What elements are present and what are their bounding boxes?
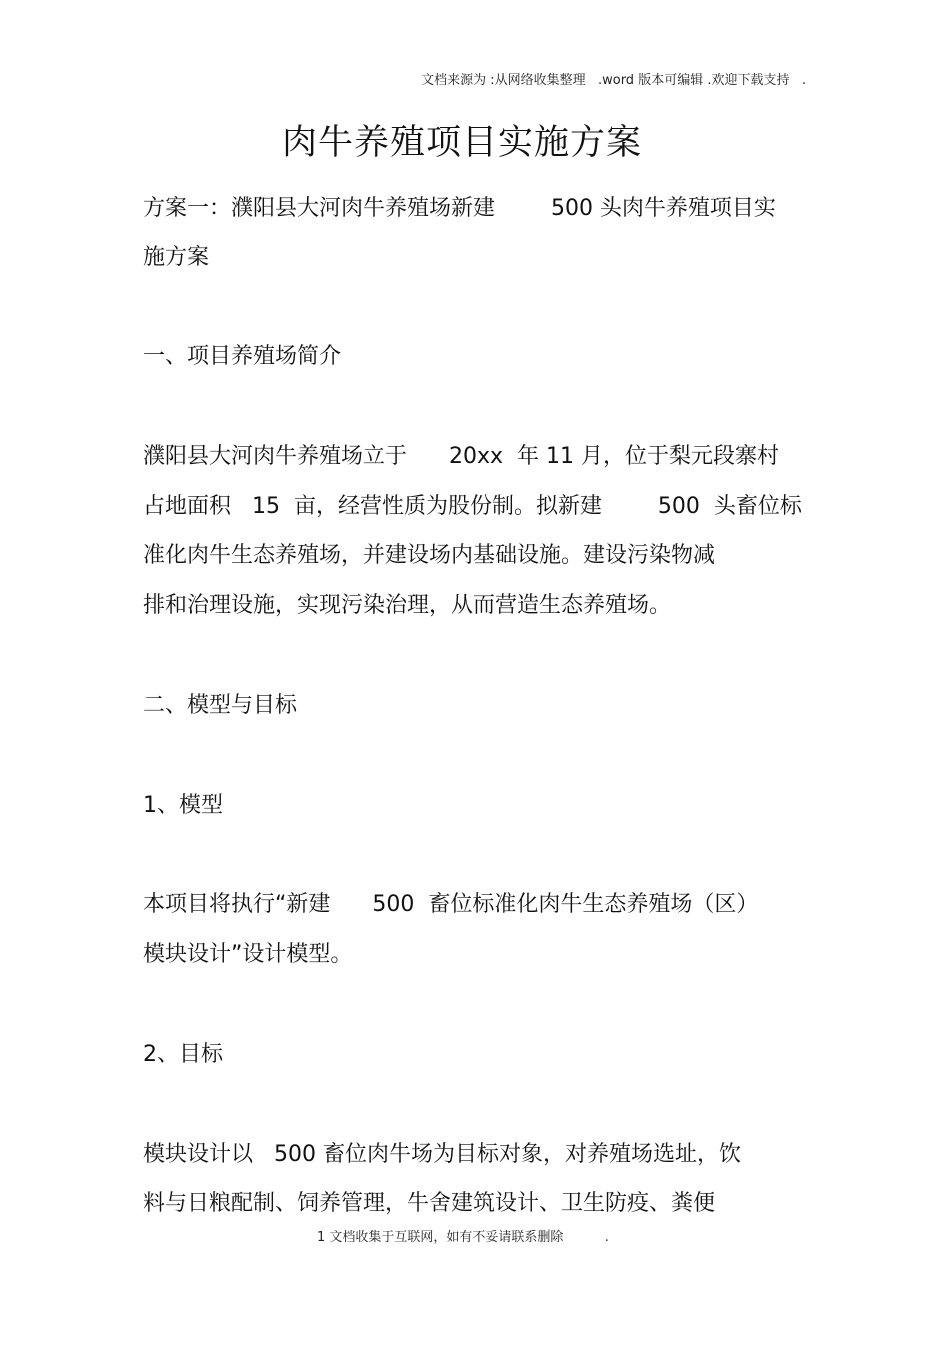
section-heading-1: 一、项目养殖场简介 xyxy=(143,344,342,369)
footer-note: 1 文档收集于互联网，如有不妥请联系删除 . xyxy=(317,1230,609,1245)
paragraph-line: 本项目将执行“新建 500 畜位标准化肉牛生态养殖场（区） xyxy=(143,892,759,917)
plan-heading-line-1: 方案一：濮阳县大河肉牛养殖场新建 500 头肉牛养殖项目实 xyxy=(143,196,776,221)
header-source-note: 文档来源为 :从网络收集整理 .word 版本可编辑 .欢迎下载支持 . xyxy=(421,73,806,88)
paragraph-line: 模块设计以 500 畜位肉牛场为目标对象，对养殖场选址，饮 xyxy=(143,1142,741,1167)
paragraph-line: 占地面积 15 亩，经营性质为股份制。拟新建 500 头畜位标 xyxy=(143,494,802,519)
plan-heading-line-2: 施方案 xyxy=(143,245,210,270)
paragraph-line: 模块设计”设计模型。 xyxy=(143,942,353,967)
subsection-heading-goal: 2、目标 xyxy=(143,1042,223,1067)
section-heading-2: 二、模型与目标 xyxy=(143,693,298,718)
paragraph-line: 濮阳县大河肉牛养殖场立于 20xx 年 11 月，位于梨元段寨村 xyxy=(143,444,779,469)
subsection-heading-model: 1、模型 xyxy=(143,793,223,818)
document-title: 肉牛养殖项目实施方案 xyxy=(281,123,642,163)
paragraph-line: 排和治理设施，实现污染治理，从而营造生态养殖场。 xyxy=(143,593,672,618)
paragraph-line: 料与日粮配制、饲养管理，牛舍建筑设计、卫生防疫、粪便 xyxy=(143,1191,716,1216)
paragraph-line: 准化肉牛生态养殖场，并建设场内基础设施。建设污染物减 xyxy=(143,543,716,568)
